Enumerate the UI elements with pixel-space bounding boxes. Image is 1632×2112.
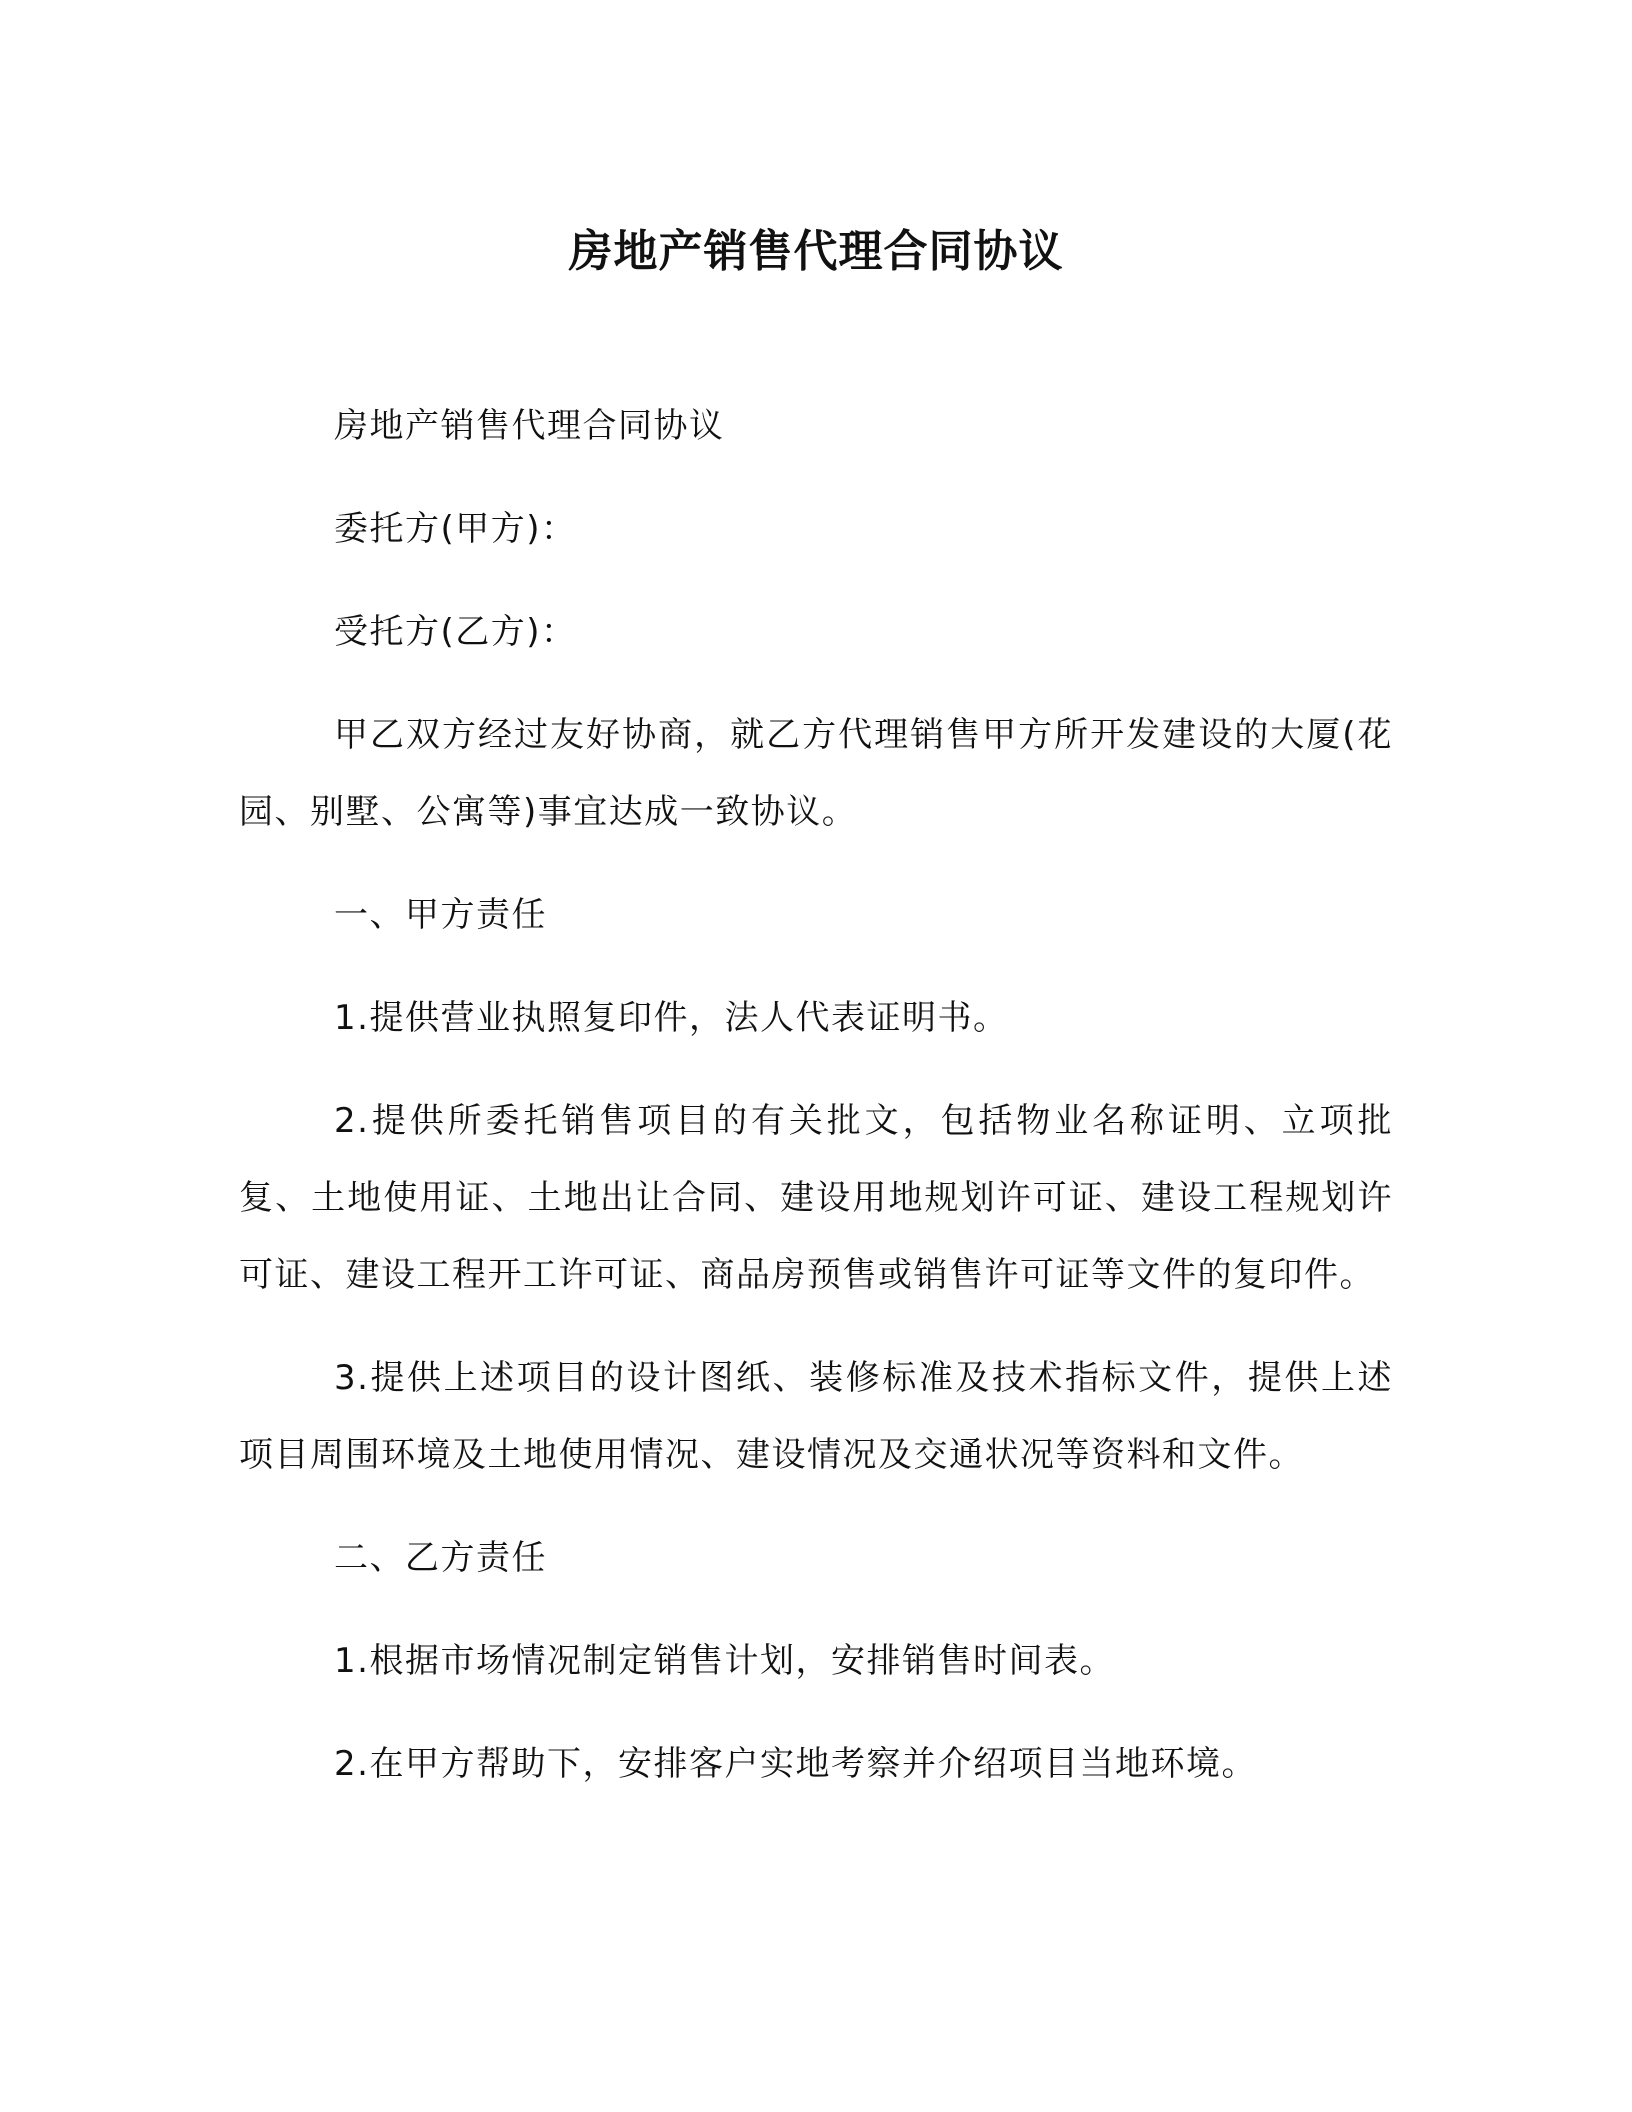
paragraph-gap bbox=[239, 465, 1393, 491]
section-heading-party-a: 一、甲方责任 bbox=[334, 895, 547, 935]
paragraph-a-item-2: 2.提供所委托销售项目的有关批文，包括物业名称证明、立项批复、土地使用证、土地出让合同、建设用地规划许可证、建设工程规划许可证、建设工程开工许可证、商品房预售或销售许可证等文件的复印件。 bbox=[239, 1101, 1393, 1295]
document-body bbox=[239, 388, 1393, 1803]
paragraph-party-a: 委托方(甲方)： bbox=[334, 509, 577, 549]
paragraph-b-item-1: 1.根据市场情况制定销售计划，安排销售时间表。 bbox=[334, 1641, 1115, 1681]
paragraph-gap bbox=[239, 568, 1393, 594]
paragraph-b-item-2: 2.在甲方帮助下，安排客户实地考察并介绍项目当地环境。 bbox=[334, 1744, 1257, 1784]
paragraph-gap bbox=[239, 1494, 1393, 1520]
paragraph-heading: 房地产销售代理合同协议 bbox=[334, 406, 725, 446]
section-heading-party-b: 二、乙方责任 bbox=[334, 1538, 547, 1578]
paragraph-gap bbox=[239, 671, 1393, 697]
paragraph-a-item-1: 1.提供营业执照复印件，法人代表证明书。 bbox=[334, 998, 1009, 1038]
document-title: 房地产销售代理合同协议 bbox=[568, 226, 1064, 277]
paragraph-a-item-3: 3.提供上述项目的设计图纸、装修标准及技术指标文件，提供上述项目周围环境及土地使用情况、建设情况及交通状况等资料和文件。 bbox=[239, 1358, 1393, 1475]
paragraph-party-b: 受托方(乙方)： bbox=[334, 612, 577, 652]
paragraph-gap bbox=[239, 1700, 1393, 1726]
paragraph-gap bbox=[239, 954, 1393, 980]
paragraph-agreement: 甲乙双方经过友好协商，就乙方代理销售甲方所开发建设的大厦(花园、别墅、公寓等)事宜达成一致协议。 bbox=[239, 715, 1393, 832]
paragraph-gap bbox=[239, 1057, 1393, 1083]
paragraph-gap bbox=[239, 851, 1393, 877]
paragraph-gap bbox=[239, 1597, 1393, 1623]
paragraph-gap bbox=[239, 1314, 1393, 1340]
